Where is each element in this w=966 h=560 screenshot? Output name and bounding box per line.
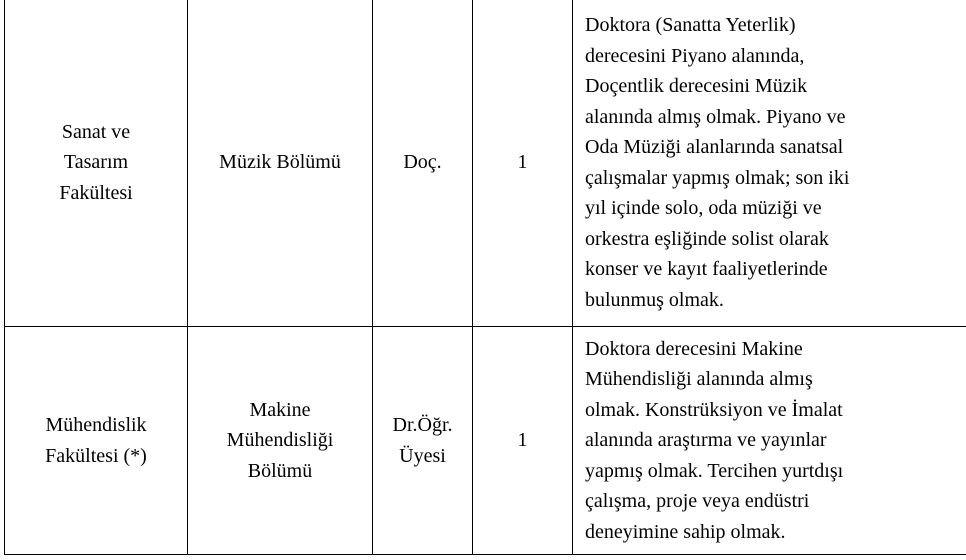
faculty-text: Mühendislik Fakültesi (*) [45,414,147,467]
title-cell [373,327,473,555]
count-cell [473,327,573,555]
faculty-text: Sanat ve Tasarım Fakültesi [59,120,133,204]
count-text: 1 [517,151,528,174]
table-row [5,327,966,555]
positions-table [4,0,966,555]
count-cell [473,0,573,327]
title-text: Dr.Öğr. Üyesi [392,414,453,467]
department-cell [188,0,373,327]
title-text: Doç. [403,151,442,174]
conditions-text: Doktora derecesini Makine Mühendisliği alanında almış olmak. Konstrüksiyon ve İmalat alanında araştırma ve yayınlar yapmış olmak. Tercihen yurtdışı çalışma, proje veya endüstri deneyimine sahip olmak. [585,337,844,543]
title-cell [373,0,473,327]
conditions-cell [573,327,966,555]
department-text: Müzik Bölümü [219,151,341,174]
faculty-cell [5,327,188,555]
conditions-text: Doktora (Sanatta Yeterlik) derecesini Piyano alanında, Doçentlik derecesini Müzik alanında almış olmak. Piyano ve Oda Müziği alanlarında sanatsal çalışmalar yapmış olmak; son iki yıl içinde solo, oda müziği ve orkestra eşliğinde solist olarak konser ve kayıt faaliyetlerinde bulunmuş olmak. [585,14,850,311]
department-text: Makine Mühendisliği Bölümü [226,398,334,482]
department-cell [188,327,373,555]
conditions-cell [573,0,966,327]
count-text: 1 [517,429,528,452]
table-row [5,0,966,327]
faculty-cell [5,0,188,327]
